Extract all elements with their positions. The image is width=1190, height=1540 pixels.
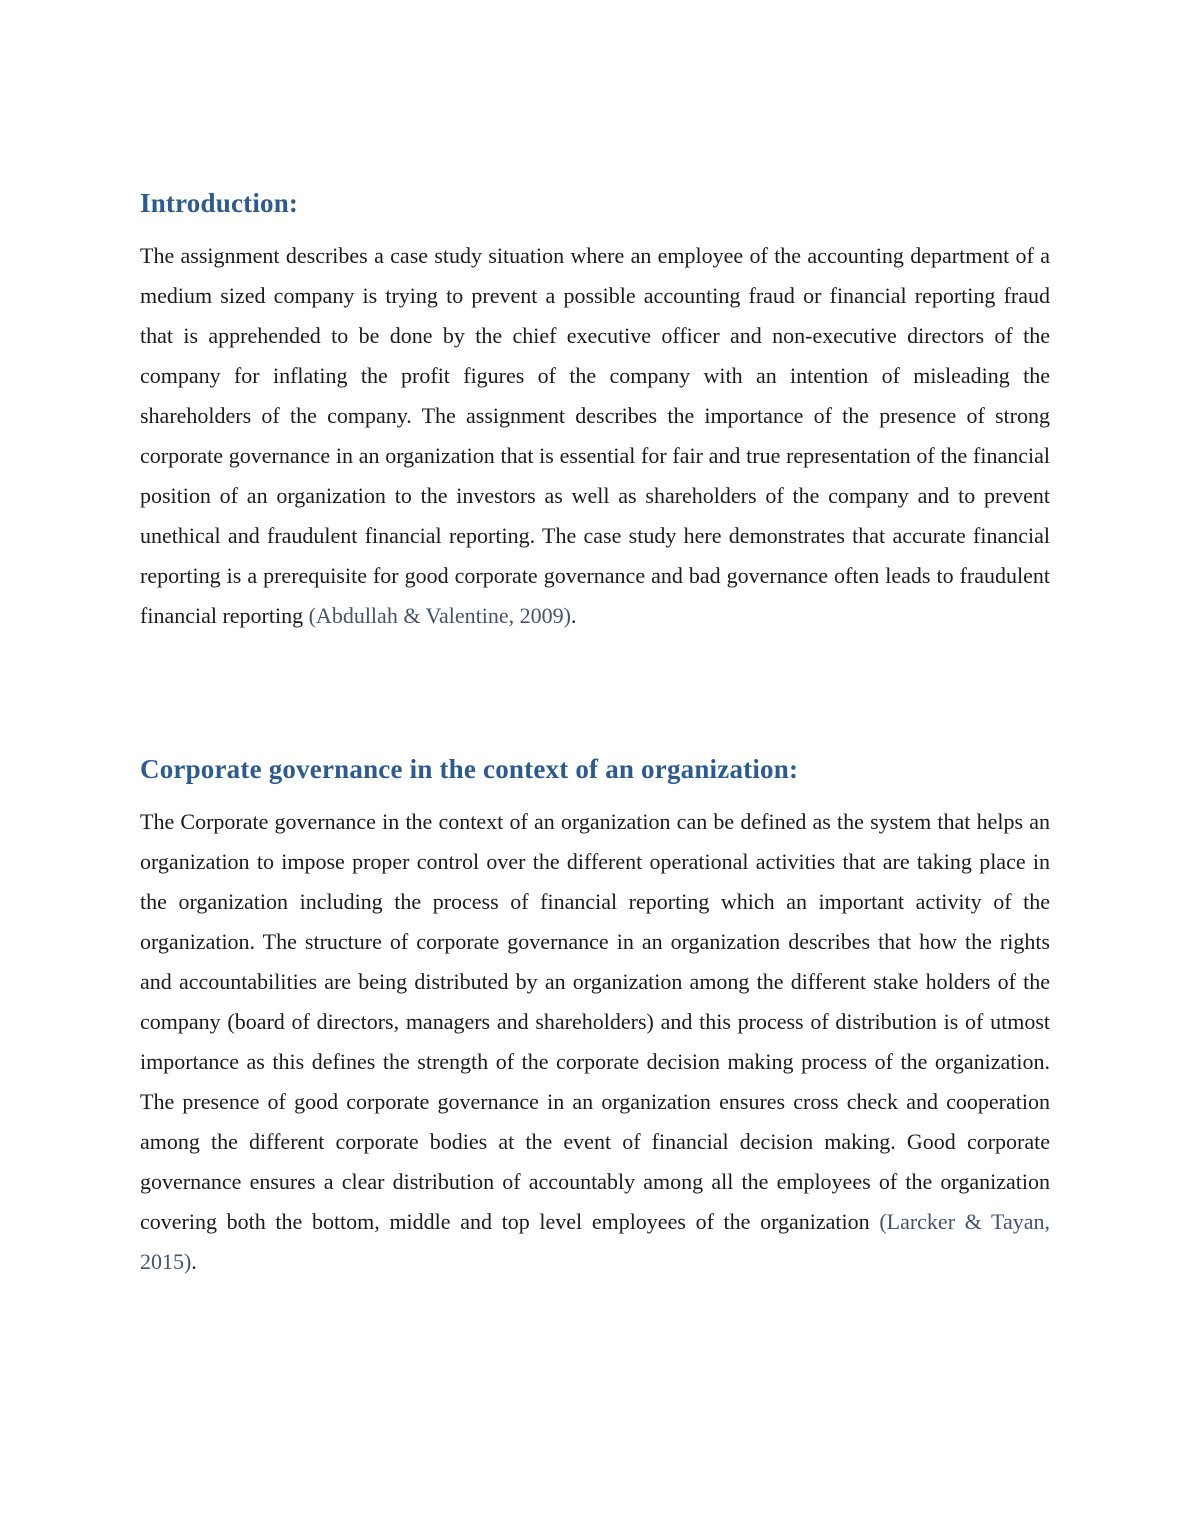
paragraph-text-end: . bbox=[191, 1249, 197, 1274]
citation-abdullah-valentine: (Abdullah & Valentine, 2009) bbox=[308, 603, 571, 628]
citation-larcker-tayan: (Larcker & Tayan, 2015) bbox=[140, 1209, 1050, 1274]
paragraph-text: The assignment describes a case study situation where an employee of the accounting department of a medium sized company is trying to prevent a possible accounting fraud or financial reporting fraud that is apprehended to be done by the chief executive officer and non-executive directors of the company for inflating the profit figures of the company with an intention of misleading the shareholders of the company. The assignment describes the importance of the presence of strong corporate governance in an organization that is essential for fair and true representation of the financial position of an organization to the investors as well as shareholders of the company and to prevent unethical and fraudulent financial reporting. The case study here demonstrates that accurate financial reporting is a prerequisite for good corporate governance and bad governance often leads to fraudulent financial reporting bbox=[140, 243, 1050, 628]
section-introduction bbox=[140, 186, 1050, 636]
paragraph-introduction bbox=[140, 236, 1050, 636]
paragraph-text-end: . bbox=[570, 603, 577, 628]
section-corporate-governance bbox=[140, 752, 1050, 1282]
section-heading-corporate-governance: Corporate governance in the context of an organization: bbox=[140, 754, 799, 784]
paragraph-text: The Corporate governance in the context of an organization can be defined as the system that helps an organization to impose proper control over the different operational activities that are taking place in the organization including the process of financial reporting which an important activity of the organization. The structure of corporate governance in an organization describes that how the rights and accountabilities are being distributed by an organization among the different stake holders of the company (board of directors, managers and shareholders) and this process of distribution is of utmost importance as this defines the strength of the corporate decision making process of the organization. The presence of good corporate governance in an organization ensures cross check and cooperation among the different corporate bodies at the event of financial decision making. Good corporate governance ensures a clear distribution of accountably among all the employees of the organization covering both the bottom, middle and top level employees of the organization bbox=[140, 809, 1050, 1234]
document-content bbox=[140, 186, 1050, 1282]
section-heading-introduction: Introduction: bbox=[140, 188, 299, 218]
paragraph-corporate-governance bbox=[140, 802, 1050, 1282]
